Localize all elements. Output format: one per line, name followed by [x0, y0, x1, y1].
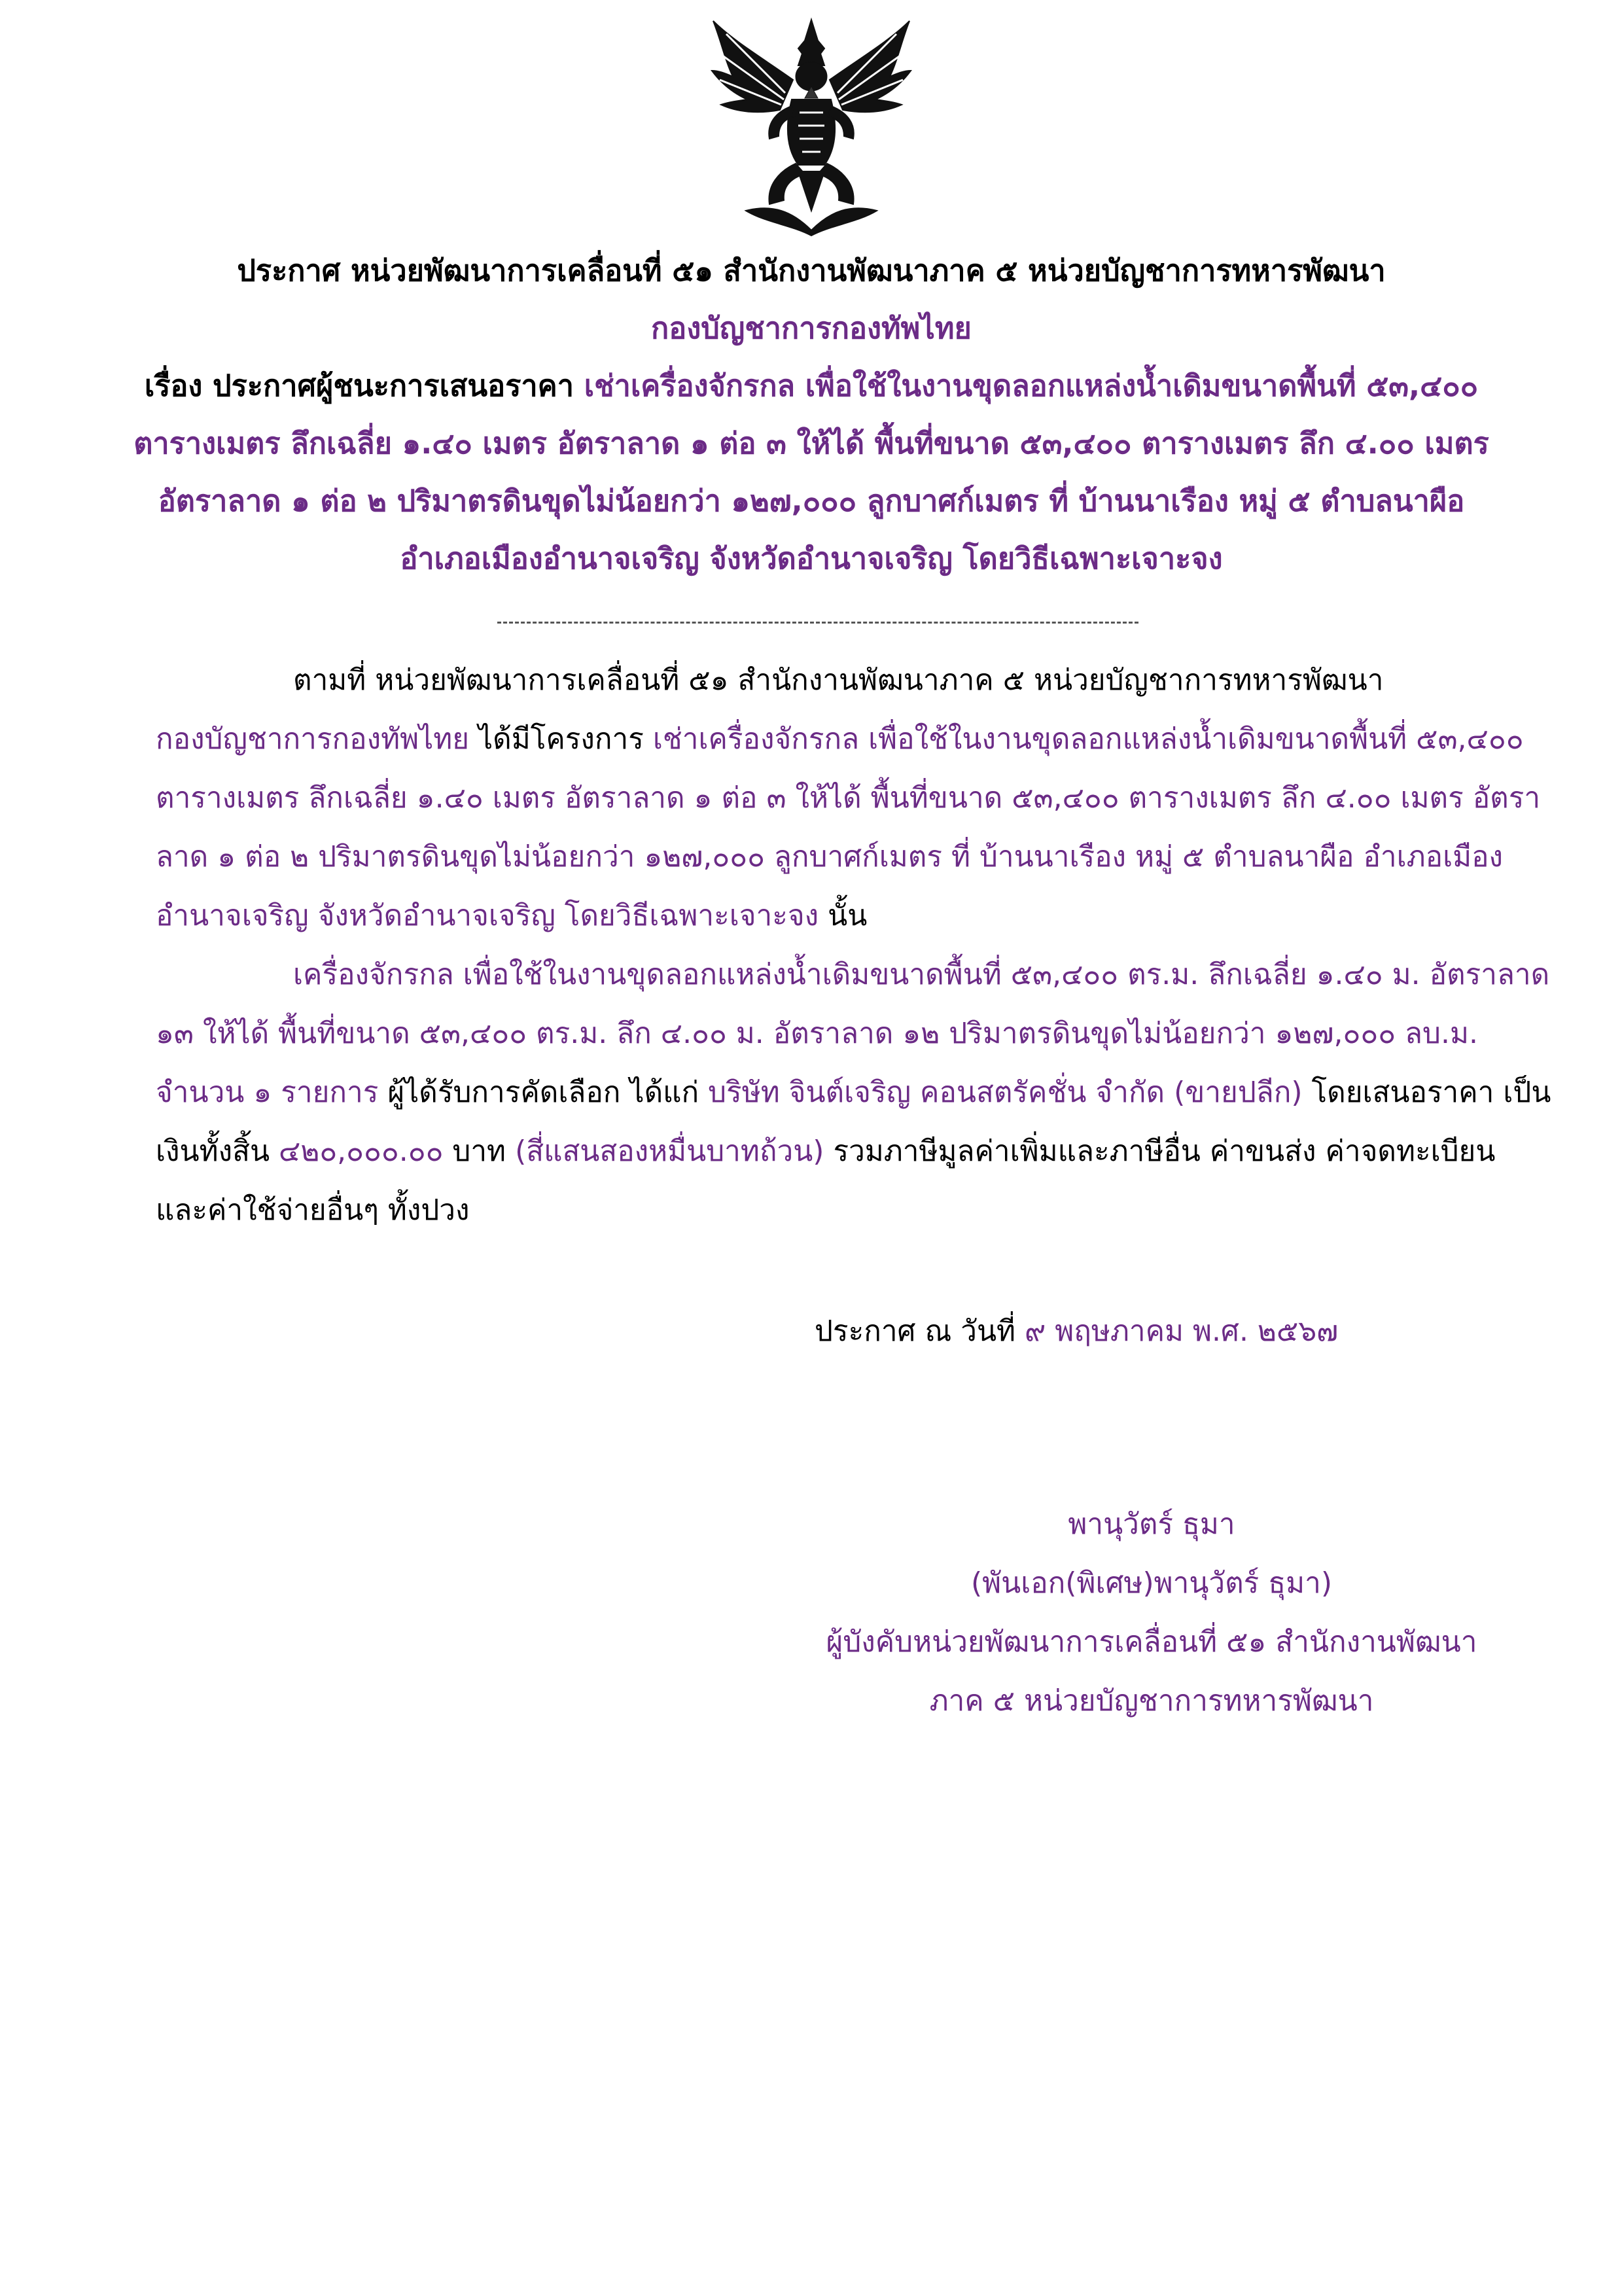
- body-p2-line-1: เครื่องจักรกล เพื่อใช้ในงานขุดลอกแหล่งน้ำเดิมขนาดพื้นที่ ๕๓,๔๐๐ ตร.ม. ลึกเฉลี่ย ๑.๔๐ ม. อัตราลาด: [293, 958, 1550, 991]
- subject-text: เช่าเครื่องจักรกล เพื่อใช้ในงานขุดลอกแหล่งน้ำเดิมขนาดพื้นที่ ๕๓,๔๐๐: [584, 368, 1479, 403]
- announcement-header: [131, 242, 1492, 588]
- org-name: กองบัญชาการกองทัพไทย: [156, 722, 469, 756]
- item-count: จำนวน ๑ รายการ: [156, 1076, 379, 1109]
- winner-intro: ผู้ได้รับการคัดเลือก ได้แก่: [378, 1076, 709, 1109]
- announcement-date: [815, 1302, 1338, 1361]
- signature-position-line-2: ภาค ๕ หน่วยบัญชาการทหารพัฒนา: [929, 1684, 1374, 1718]
- header-line-5: อัตราลาด ๑ ต่อ ๒ ปริมาตรดินขุดไม่น้อยกว่า ๑๒๗,๐๐๐ ลูกบาศก์เมตร ที่ บ้านนาเรือง หมู่ ๕ ตำบลนาผือ: [158, 484, 1465, 518]
- offer-intro: โดยเสนอราคา เป็น: [1302, 1076, 1551, 1109]
- p1-ending: นั้น: [819, 899, 868, 932]
- project-intro: ได้มีโครงการ: [469, 722, 653, 756]
- total-amount: ๔๒๐,๐๐๐.๐๐: [279, 1135, 444, 1168]
- signature-block: [785, 1495, 1518, 1731]
- body-p2-line-2: ๑๓ ให้ได้ พื้นที่ขนาด ๕๓,๔๐๐ ตร.ม. ลึก ๔.๐๐ ม. อัตราลาด ๑๒ ปริมาตรดินขุดไม่น้อยกว่า ๑๒๗,๐๐๐ ลบ.ม.: [156, 1017, 1478, 1050]
- body-p1-line-4: ลาด ๑ ต่อ ๒ ปริมาตรดินขุดไม่น้อยกว่า ๑๒๗,๐๐๐ ลูกบาศก์เมตร ที่ บ้านนาเรือง หมู่ ๕ ตำบลนาผือ อำเภอเมือง: [156, 840, 1504, 874]
- signature-position-line-1: ผู้บังคับหน่วยพัฒนาการเคลื่อนที่ ๕๑ สำนักงานพัฒนา: [826, 1625, 1477, 1659]
- body-p2-line-3: [156, 1063, 1551, 1122]
- total-amount-words: (สี่แสนสองหมื่นบาทถ้วน): [515, 1135, 824, 1168]
- total-label: เงินทั้งสิ้น: [156, 1135, 279, 1168]
- winner-company: บริษัท จินต์เจริญ คอนสตรัคชั่น จำกัด (ขายปลีก): [708, 1076, 1303, 1109]
- garuda-emblem-icon: [707, 14, 916, 237]
- body-p2-line-4: [156, 1122, 1496, 1181]
- dashed-divider: [497, 622, 1138, 624]
- tax-note: รวมภาษีมูลค่าเพิ่มและภาษีอื่น ค่าขนส่ง ค่าจดทะเบียน: [824, 1135, 1496, 1168]
- body-p1-line-2: [156, 710, 1524, 769]
- currency-label: บาท: [443, 1135, 516, 1168]
- project-name: เช่าเครื่องจักรกล เพื่อใช้ในงานขุดลอกแหล่งน้ำเดิมขนาดพื้นที่ ๕๓,๔๐๐: [652, 722, 1524, 756]
- header-line-3: [131, 357, 1492, 415]
- signature-name: พานุวัตร์ ธุมา: [1068, 1508, 1235, 1541]
- body-p1-line-5: [156, 887, 1490, 945]
- announcement-body: [156, 651, 1551, 1240]
- date-label: ประกาศ ณ วันที่: [815, 1315, 1025, 1348]
- subject-prefix: เรื่อง ประกาศผู้ชนะการเสนอราคา: [144, 368, 584, 403]
- header-line-6: อำเภอเมืองอำนาจเจริญ จังหวัดอำนาจเจริญ โดยวิธีเฉพาะเจาะจง: [400, 541, 1223, 576]
- body-p1-line-1: ตามที่ หน่วยพัฒนาการเคลื่อนที่ ๕๑ สำนักงานพัฒนาภาค ๕ หน่วยบัญชาการทหารพัฒนา: [293, 663, 1384, 697]
- date-value: ๙ พฤษภาคม พ.ศ. ๒๕๖๗: [1025, 1315, 1339, 1348]
- header-line-1: ประกาศ หน่วยพัฒนาการเคลื่อนที่ ๕๑ สำนักงานพัฒนาภาค ๕ หน่วยบัญชาการทหารพัฒนา: [237, 253, 1386, 288]
- signature-rank-name: (พันเอก(พิเศษ)พานุวัตร์ ธุมา): [970, 1566, 1333, 1600]
- header-line-4: ตารางเมตร ลึกเฉลี่ย ๑.๔๐ เมตร อัตราลาด ๑ ต่อ ๓ ให้ได้ พื้นที่ขนาด ๕๓,๔๐๐ ตารางเมตร ลึก ๔.๐๐ เมตร: [133, 426, 1489, 461]
- body-p2-line-5: และค่าใช้จ่ายอื่นๆ ทั้งปวง: [156, 1193, 470, 1227]
- project-location: อำนาจเจริญ จังหวัดอำนาจเจริญ โดยวิธีเฉพาะเจาะจง: [156, 899, 819, 932]
- header-line-2: กองบัญชาการกองทัพไทย: [651, 311, 972, 345]
- body-p1-line-3: ตารางเมตร ลึกเฉลี่ย ๑.๔๐ เมตร อัตราลาด ๑ ต่อ ๓ ให้ได้ พื้นที่ขนาด ๕๓,๔๐๐ ตารางเมตร ลึก ๔.๐๐ เมตร อัตรา: [156, 781, 1541, 815]
